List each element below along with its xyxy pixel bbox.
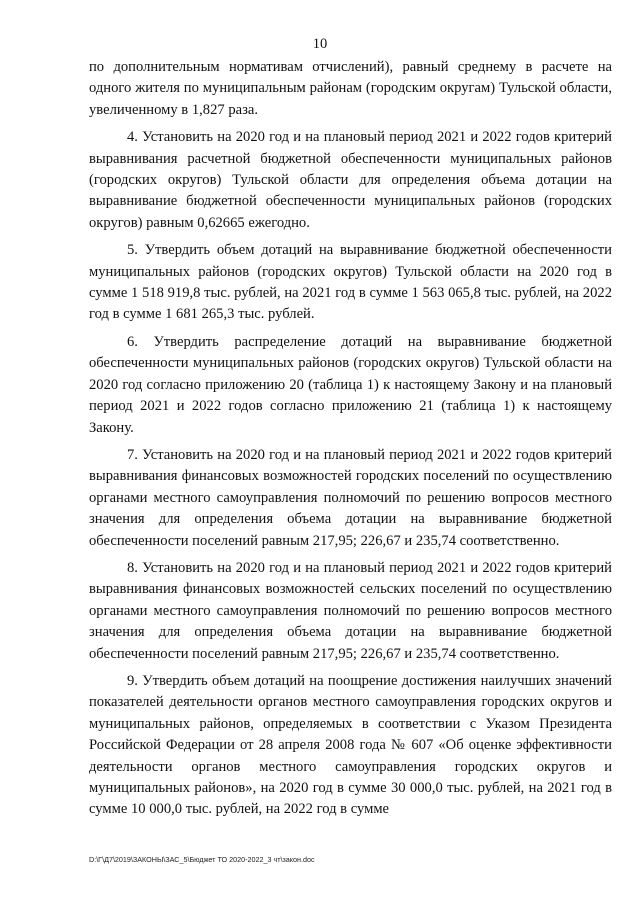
paragraph-item-6: 6. Утвердить распределение дотаций на выравнивание бюджетной обеспеченности муниципальных районов (городских округов) Тульской области на 2020 год согласно приложению 20 (таблица 1) к настоящему Закону и на плановый период 2021 и 2022 годов согласно приложению 21 (таблица 1) к настоящему Закону. (89, 333, 612, 436)
paragraph-item-7: 7. Установить на 2020 год и на плановый период 2021 и 2022 годов критерий выравнивания финансовых возможностей городских поселений по осуществлению органами местного самоуправления полномочий по решению вопросов местного значения для определения объема дотации на выравнивание бюджетной обеспеченности поселений равным 217,95; 226,67 и 235,74 соответственно. (89, 446, 612, 549)
paragraph-item-4: 4. Установить на 2020 год и на плановый период 2021 и 2022 годов критерий выравнивания расчетной бюджетной обеспеченности муниципальных районов (городских округов) Тульской области для определения объема дотации на выравнивание бюджетной обеспеченности муниципальных районов (городских округов) равным 0,62665 ежегодно. (89, 129, 612, 231)
page-number: 10 (312, 36, 328, 52)
paragraph-item-8: 8. Установить на 2020 год и на плановый период 2021 и 2022 годов критерий выравнивания финансовых возможностей сельских поселений по осуществлению органами местного самоуправления полномочий по решению вопросов местного значения для определения объема дотации на выравнивание бюджетной обеспеченности поселений равным 217,95; 226,67 и 235,74 соответственно. (89, 559, 612, 662)
paragraph-item-9: 9. Утвердить объем дотаций на поощрение достижения наилучших значений показателей деятельности органов местного самоуправления городских округов и муниципальных районов, определяемых в соответствии с Указом Президента Российской Федерации от 28 апреля 2008 года № 607 «Об оценке эффективности деятельности органов местного самоуправления городских округов и муниципальных районов», на 2020 год в сумме 30 000,0 тыс. рублей, на 2021 год в сумме 10 000,0 тыс. рублей, на 2022 год в сумме (89, 672, 612, 818)
paragraph-item-5: 5. Утвердить объем дотаций на выравнивание бюджетной обеспеченности муниципальных районов (городских округов) Тульской области на 2020 год в сумме 1 518 919,8 тыс. рублей, на 2021 год в сумме 1 563 065,8 тыс. рублей, на 2022 год в сумме 1 681 265,3 тыс. рублей. (89, 242, 612, 323)
footer-file-path: D:\Г\Д7\2019\ЗАКОНЫ\ЗАС_5\Бюджет ТО 2020-2022_3 чт\закон.doc (89, 855, 315, 864)
document-body (89, 57, 612, 821)
paragraph-continuation: по дополнительным нормативам отчислений), равный среднему в расчете на одного жителя по муниципальным районам (городским округам) Тульской области, увеличенному в 1,827 раза. (89, 59, 612, 118)
